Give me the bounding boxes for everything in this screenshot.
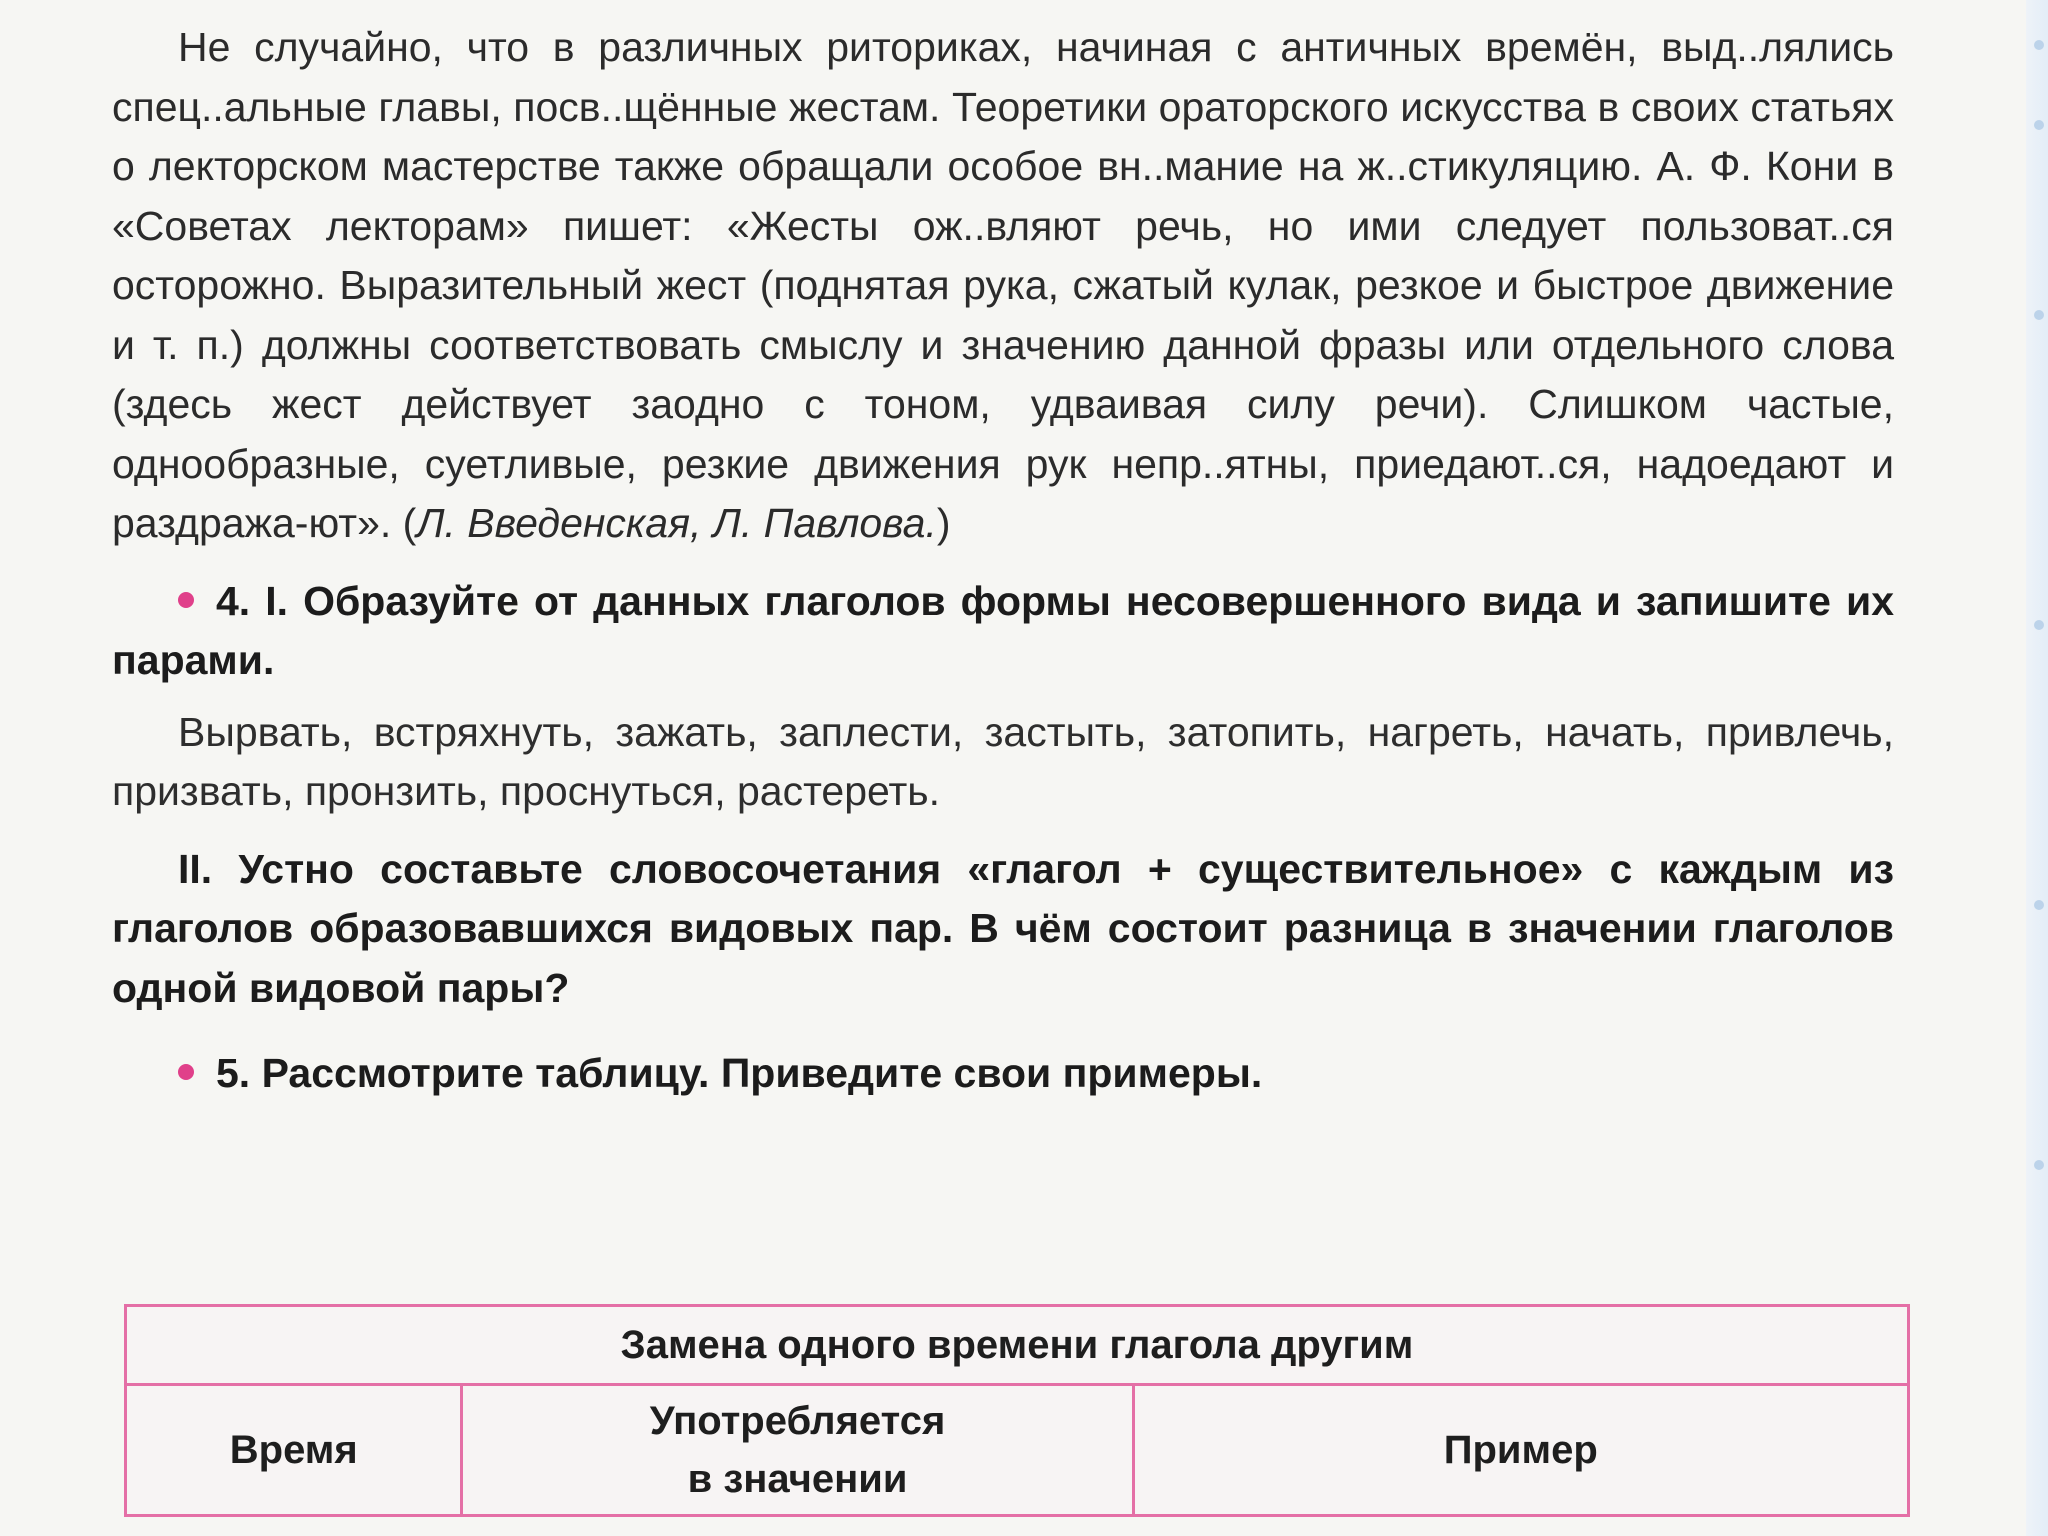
task-5-heading — [112, 1044, 1894, 1104]
column-header-usage — [462, 1385, 1133, 1516]
edge-dot — [2034, 120, 2044, 130]
task-4-text: 4. I. Образуйте от данных глаголов формы несовершенного вида и запишите их парами. — [112, 577, 1894, 683]
edge-dot — [2034, 1160, 2044, 1170]
column-header-time: Время — [126, 1385, 462, 1516]
usage-line-1: Употребляется — [649, 1399, 946, 1443]
bullet-dot-icon — [178, 592, 194, 608]
usage-line-2: в значении — [687, 1457, 908, 1501]
edge-dot — [2034, 310, 2044, 320]
tense-replacement-table — [124, 1304, 1910, 1517]
task-4-word-list: Вырвать, встряхнуть, зажать, заплести, застыть, затопить, нагреть, начать, привлечь, призвать, пронзить, проснуться, растереть. — [112, 708, 1894, 814]
page-edge-decoration — [2026, 0, 2048, 1536]
quote-paragraph: Не случайно, что в различных риториках, начиная с античных времён, выд..лялись спец..альные главы, посв..щённые жестам. Теоретики ораторского искусства в своих статьях о лекторском мастерстве также обращали особое вн..мание на ж..стикуляцию. А. Ф. Кони в «Советах лекторам» пишет: «Жесты ож..вляют речь, но ими следует пользоват..ся осторожно. Выразительный жест (поднятая рука, сжатый кулак, резкое и быстрое движение и т. п.) должны соответствовать смыслу и значению данной фразы или отдельного слова (здесь жест действует заодно с тоном, удваивая силу речи). Слишком частые, однообразные, суетливые, резкие движения рук непр..ятны, приедают..ся, надоедают и раздража-ют». (Л. Введенская, Л. Павлова.) — [112, 24, 1894, 546]
table-caption-row — [126, 1306, 1909, 1385]
quote-author: Л. Введенская, Л. Павлова. — [416, 500, 937, 546]
bullet-dot-icon — [178, 1064, 194, 1080]
task-4-heading — [112, 572, 1894, 691]
edge-dot — [2034, 620, 2044, 630]
table-caption: Замена одного времени глагола другим — [126, 1306, 1909, 1385]
column-header-example: Пример — [1133, 1385, 1908, 1516]
edge-dot — [2034, 40, 2044, 50]
table-header-row — [126, 1385, 1909, 1516]
edge-dot — [2034, 900, 2044, 910]
page-content — [112, 18, 1894, 1104]
quote-text: Не случайно, что в различных риториках, начиная с античных времён, выд..лялись спец..альные главы, посв..щённые жестам. Теоретики ораторского искусства в своих статьях о лекторском мастерстве также обращали особое вн..мание на ж..стикуляцию. А. Ф. Кони в «Советах лекторам» пишет: «Жесты ож..вляют речь, но ими следует пользоват..ся осторожно. Выразительный жест (поднятая рука, сжатый кулак, резкое и быстрое движение и т. п.) должны соответствовать смыслу и значению данной фразы или отдельного слова (здесь жест действует заодно с тоном, удваивая силу речи). Слишком частые, однообразные, суетливые, резкие движения рук непр..ятны, приедают..ся, надоедают и раздража-ют». — [112, 24, 1894, 546]
task-4-part-2: II. Устно составьте словосочетания «глагол + существительное» с каждым из глаголов образовавшихся видовых пар. В чём состоит разница в значении глаголов одной видовой пары? — [112, 845, 1894, 1011]
task-5-text: 5. Рассмотрите таблицу. Приведите свои примеры. — [216, 1050, 1263, 1096]
